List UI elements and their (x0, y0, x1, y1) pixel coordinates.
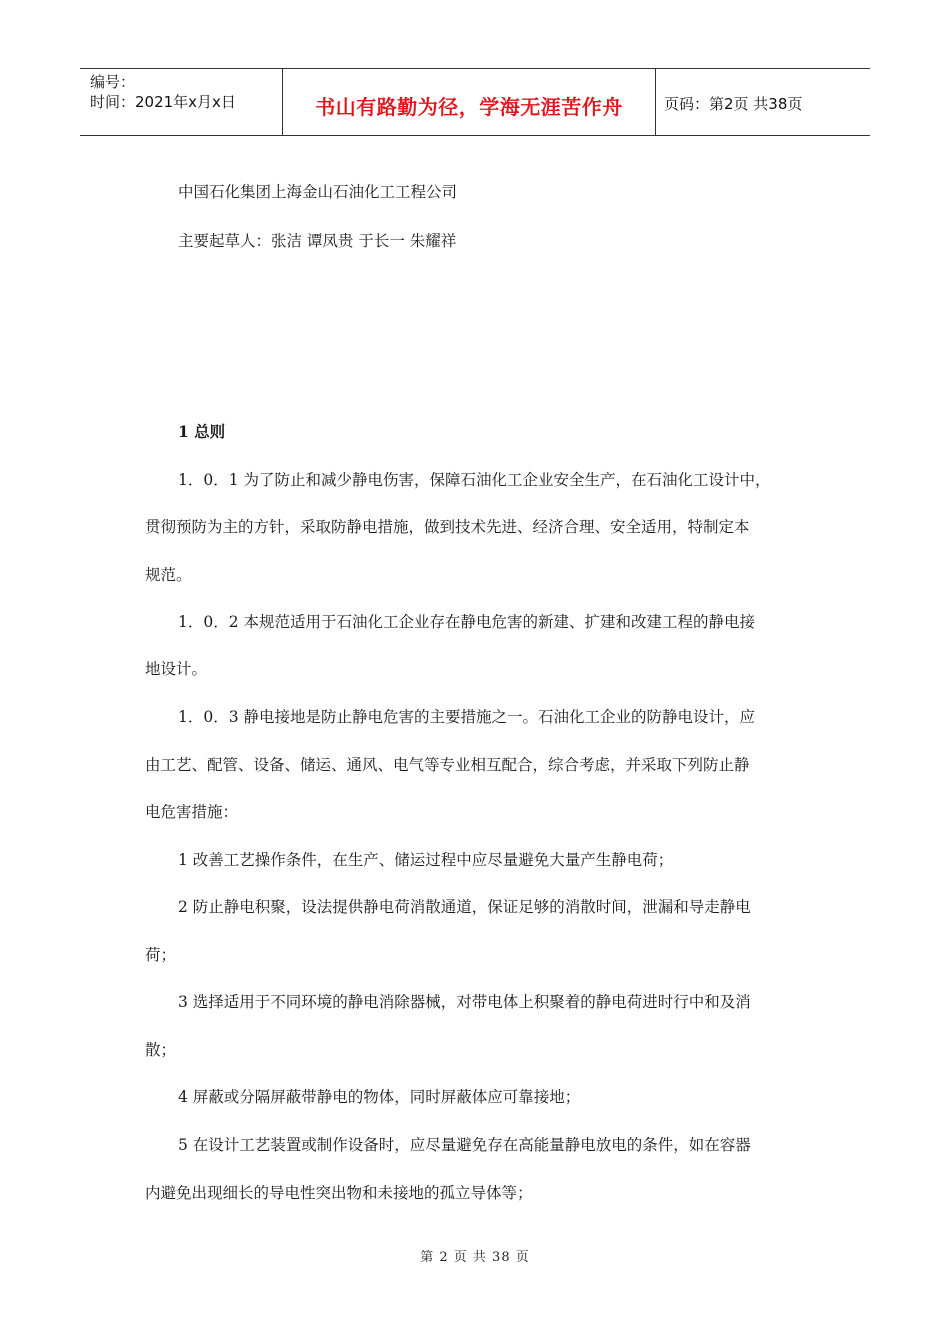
body-line: 1．0．2 本规范适用于石油化工企业存在静电危害的新建、扩建和改建工程的静电接 (178, 613, 756, 631)
body-line: 1．0．1 为了防止和减少静电伤害，保障石油化工企业安全生产，在石油化工设计中， (178, 471, 771, 489)
header-motto-cell (282, 69, 656, 135)
header-page-cell (656, 69, 870, 135)
body-line: 地设计。 (145, 660, 208, 678)
list-item: 4 屏蔽或分隔屏蔽带静电的物体，同时屏蔽体应可靠接地； (178, 1088, 581, 1106)
body-line: 电危害措施： (145, 803, 239, 821)
body-line: 由工艺、配管、设备、储运、通风、电气等专业相互配合，综合考虑，并采取下列防止静 (145, 756, 750, 774)
header-table (80, 68, 870, 136)
date-label: 时间：2021年x月x日 (90, 93, 236, 111)
section-title: 1 总则 (178, 422, 226, 441)
list-item-cont: 散； (145, 1041, 177, 1059)
code-label: 编号： (90, 73, 136, 91)
page-footer: 第 2 页 共 38 页 (420, 1250, 530, 1265)
drafters: 主要起草人：张洁 谭凤贵 于长一 朱耀祥 (178, 232, 457, 250)
list-item-cont: 荷； (145, 946, 177, 964)
list-item-cont: 内避免出现细长的导电性突出物和未接地的孤立导体等； (145, 1184, 533, 1202)
motto: 书山有路勤为径，学海无涯苦作舟 (315, 95, 623, 119)
body-line: 规范。 (145, 566, 192, 584)
page-info: 页码：第2页 共38页 (664, 95, 803, 113)
list-item: 2 防止静电积聚，设法提供静电荷消散通道，保证足够的消散时间，泄漏和导走静电 (178, 898, 751, 916)
header-meta-cell (80, 69, 282, 135)
body-line: 1．0．3 静电接地是防止静电危害的主要措施之一。石油化工企业的防静电设计，应 (178, 708, 756, 726)
list-item: 1 改善工艺操作条件，在生产、储运过程中应尽量避免大量产生静电荷； (178, 851, 674, 869)
list-item: 5 在设计工艺装置或制作设备时，应尽量避免存在高能量静电放电的条件，如在容器 (178, 1136, 751, 1154)
body-line: 贯彻预防为主的方针，采取防静电措施，做到技术先进、经济合理、安全适用，特制定本 (145, 518, 750, 536)
list-item: 3 选择适用于不同环境的静电消除器械，对带电体上积聚着的静电荷进时行中和及消 (178, 993, 751, 1011)
org-name: 中国石化集团上海金山石油化工工程公司 (178, 183, 458, 201)
